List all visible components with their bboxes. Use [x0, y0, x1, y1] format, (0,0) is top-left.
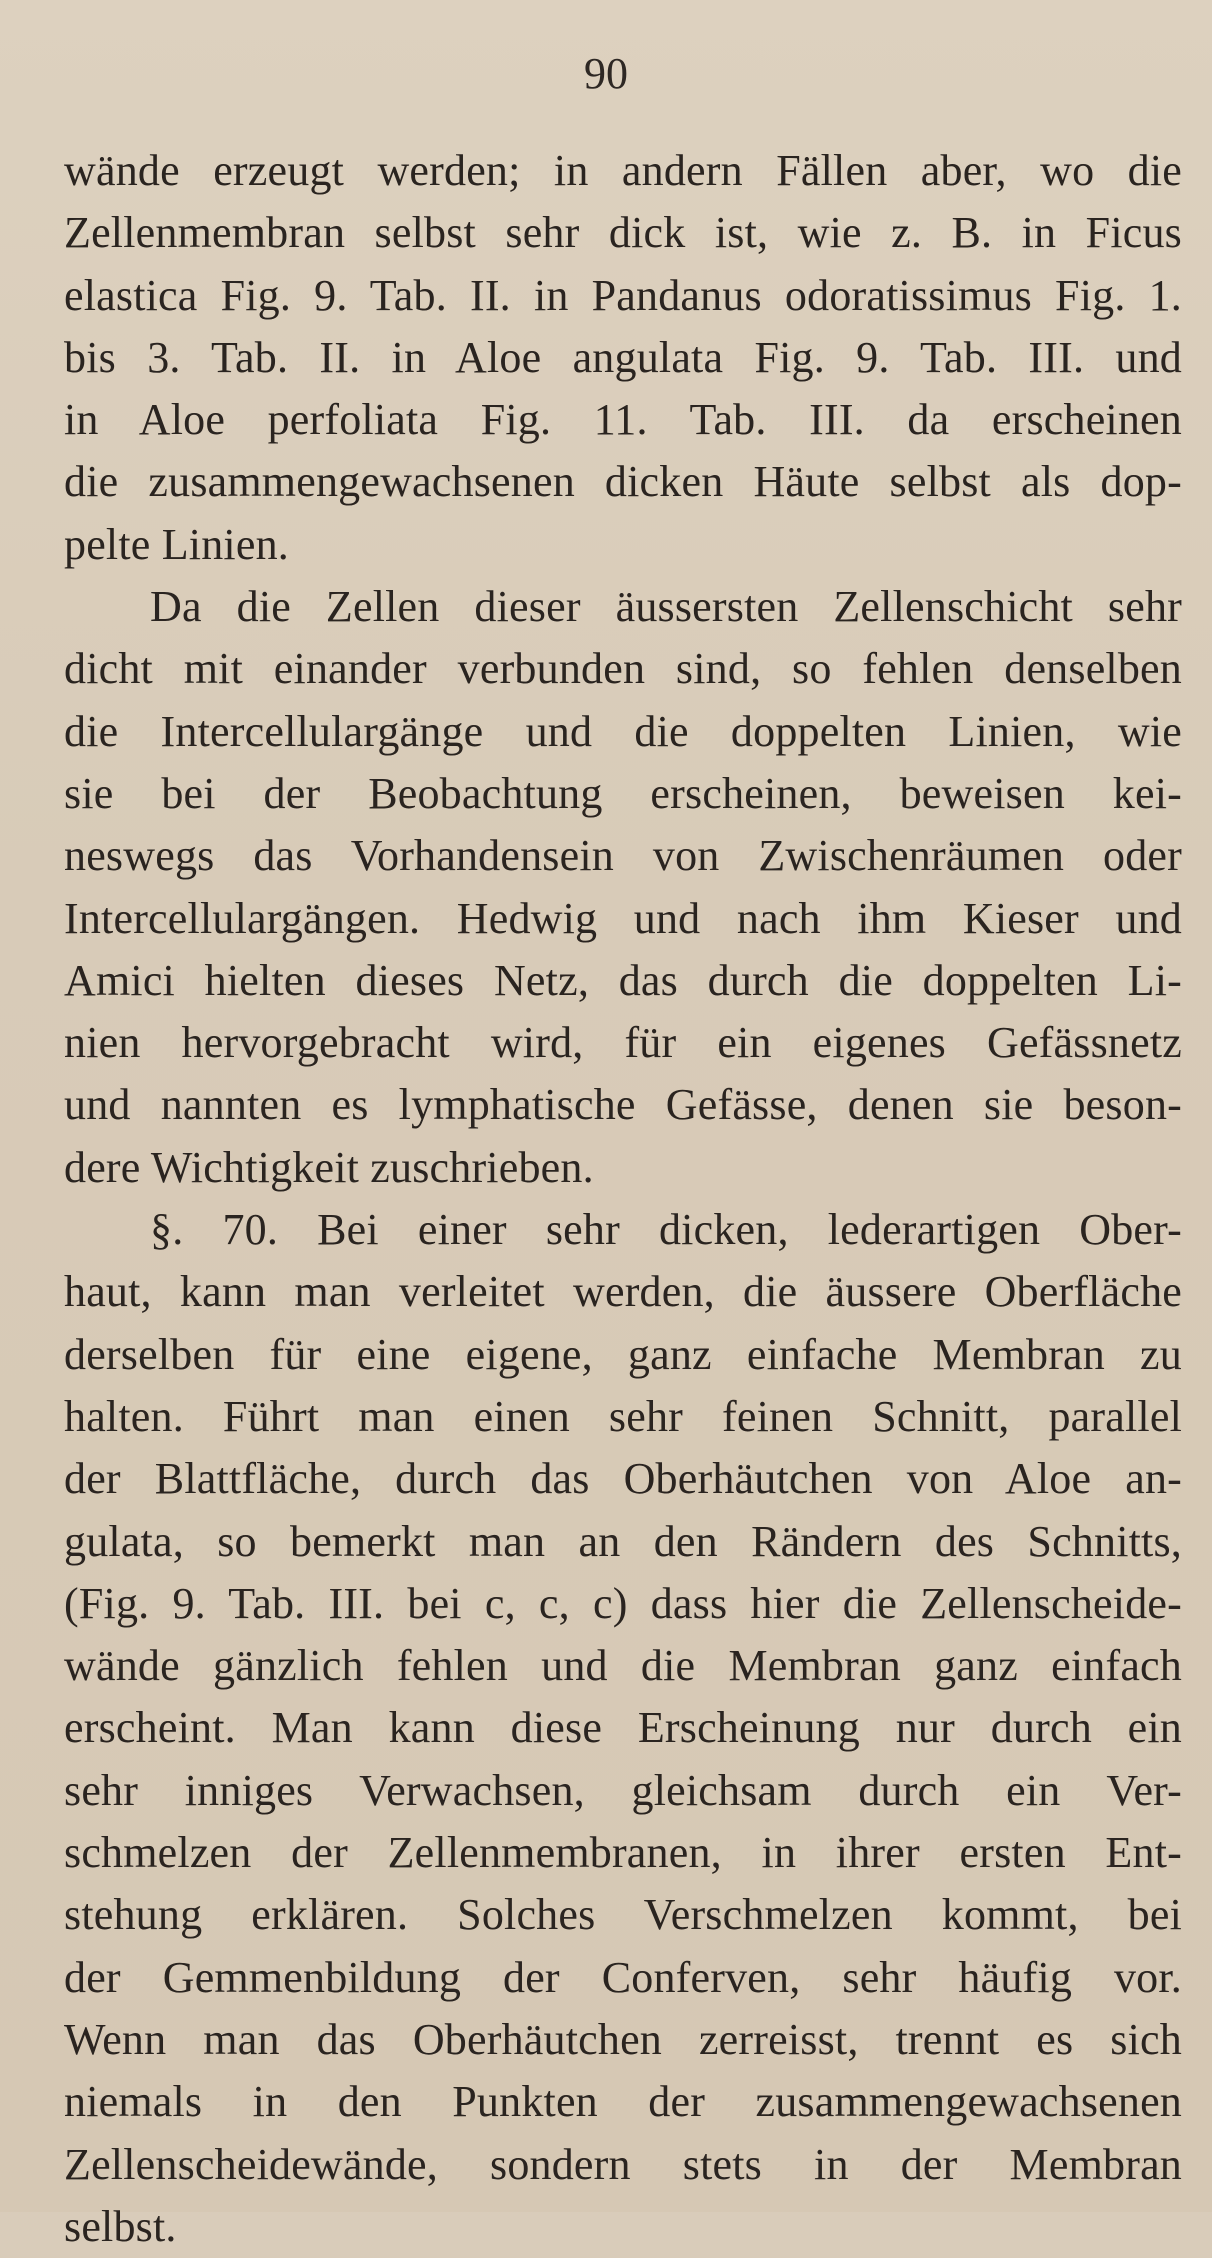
text-line: wände gänzlich fehlen und die Membran ganz einfach: [64, 1641, 1182, 1691]
text-line: in Aloe perfoliata Fig. 11. Tab. III. da erscheinen: [64, 395, 1182, 445]
text-line: §. 70. Bei einer sehr dicken, lederartigen Ober-: [150, 1205, 1182, 1255]
text-line: gulata, so bemerkt man an den Rändern des Schnitts,: [64, 1516, 1182, 1566]
text-line: Wenn man das Oberhäutchen zerreisst, trennt es sich: [64, 2014, 1182, 2064]
text-line: halten. Führt man einen sehr feinen Schnitt, parallel: [64, 1391, 1182, 1441]
text-line: Zellenscheidewände, sondern stets in der Membran: [64, 2139, 1182, 2189]
text-line: (Fig. 9. Tab. III. bei c, c, c) dass hier die Zellenscheide-: [64, 1578, 1182, 1628]
text-line: dicht mit einander verbunden sind, so fehlen denselben: [64, 644, 1182, 694]
text-line: die zusammengewachsenen dicken Häute selbst als dop-: [64, 457, 1182, 507]
text-line: dere Wichtigkeit zuschrieben.: [64, 1142, 594, 1192]
text-line: nien hervorgebracht wird, für ein eigenes Gefässnetz: [64, 1018, 1182, 1068]
text-line: niemals in den Punkten der zusammengewachsenen: [64, 2077, 1182, 2127]
text-line: selbst.: [64, 2201, 177, 2251]
text-line: der Blattfläche, durch das Oberhäutchen von Aloe an-: [64, 1454, 1182, 1504]
text-line: bis 3. Tab. II. in Aloe angulata Fig. 9. Tab. III. und: [64, 332, 1182, 382]
text-line: sie bei der Beobachtung erscheinen, beweisen kei-: [64, 768, 1182, 818]
page-number: 90: [584, 49, 628, 98]
text-line: stehung erklären. Solches Verschmelzen kommt, bei: [64, 1890, 1182, 1940]
text-line: elastica Fig. 9. Tab. II. in Pandanus odoratissimus Fig. 1.: [64, 270, 1182, 320]
text-line: haut, kann man verleitet werden, die äussere Oberfläche: [64, 1267, 1182, 1317]
text-line: sehr inniges Verwachsen, gleichsam durch ein Ver-: [64, 1765, 1182, 1815]
text-line: die Intercellulargänge und die doppelten Linien, wie: [64, 706, 1182, 756]
text-line: erscheint. Man kann diese Erscheinung nur durch ein: [64, 1703, 1182, 1753]
text-line: Da die Zellen dieser äussersten Zellenschicht sehr: [150, 582, 1182, 632]
text-line: der Gemmenbildung der Conferven, sehr häufig vor.: [64, 1952, 1182, 2002]
text-line: derselben für eine eigene, ganz einfache Membran zu: [64, 1329, 1182, 1379]
text-line: Intercellulargängen. Hedwig und nach ihm Kieser und: [64, 893, 1182, 943]
text-line: wände erzeugt werden; in andern Fällen aber, wo die: [64, 146, 1182, 195]
text-line: Amici hielten dieses Netz, das durch die doppelten Li-: [64, 955, 1182, 1005]
text-line: und nannten es lymphatische Gefässe, denen sie beson-: [64, 1080, 1182, 1130]
text-line: pelte Linien.: [64, 519, 289, 569]
body-text: [64, 140, 1182, 2258]
text-line: neswegs das Vorhandensein von Zwischenräumen oder: [64, 831, 1182, 881]
text-line: schmelzen der Zellenmembranen, in ihrer ersten Ent-: [64, 1828, 1182, 1878]
text-line: Zellenmembran selbst sehr dick ist, wie z. B. in Ficus: [64, 208, 1182, 258]
